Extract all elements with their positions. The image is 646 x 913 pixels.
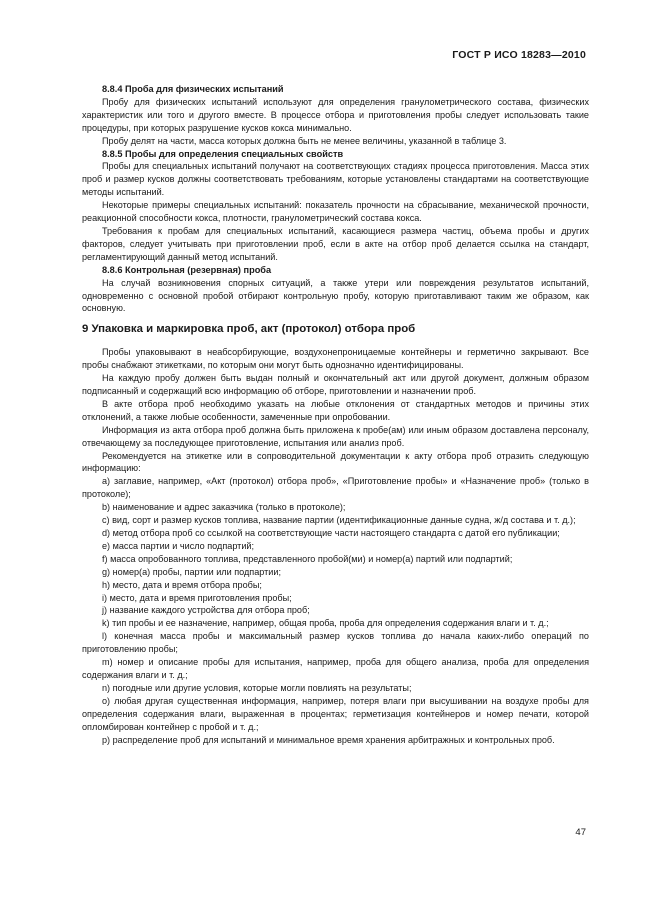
paragraph: о) любая другая существенная информация, например, потеря влаги при высушивании на воздухе пробы для определения содержания влаги, выраженная в процентах; герметизация контейнеров и номер печати, которой опломбирован контейнер с пробой и т. д.; [82, 695, 589, 732]
paragraph: е) масса партии и число подпартий; [102, 540, 255, 551]
subsection-heading: 8.8.4 Проба для физических испытаний [102, 84, 284, 94]
paragraph: р) распределение проб для испытаний и минимальное время хранения арбитражных и контрольных проб. [102, 734, 555, 745]
paragraph: Рекомендуется на этикетке или в сопроводительной документации к акту отбора проб отразить следующую информацию: [82, 450, 589, 474]
paragraph: На каждую пробу должен быть выдан полный и окончательный акт или другой документ, должным образом подписанный и содержащий всю информацию об отборе, приготовлении и назначении проб. [82, 373, 589, 397]
subsection-heading: 8.8.5 Пробы для определения специальных свойств [102, 148, 344, 159]
paragraph: На случай возникновения спорных ситуаций, а также утери или повреждения результатов испытаний, одновременно с основной пробой отбирают контрольную пробу, которую приготавливают таким же образом, как основную. [82, 277, 589, 314]
body-text [82, 83, 589, 746]
paragraph: Пробы для специальных испытаний получают на соответствующих стадиях процесса приготовления. Масса этих проб и размер кусков должны соответствовать требованиям, которые установлены стандартами на соответствующие методы испытаний. [82, 161, 589, 198]
paragraph: m) номер и описание пробы для испытания, например, проба для общего анализа, проба для определения содержания влаги и т. д.; [82, 657, 589, 680]
page-number: 47 [575, 827, 586, 838]
paragraph: h) место, дата и время отбора пробы; [102, 579, 262, 590]
paragraph: b) наименование и адрес заказчика (только в протоколе); [102, 502, 346, 513]
document-code-header: ГОСТ Р ИСО 18283—2010 [452, 49, 586, 61]
paragraph: В акте отбора проб необходимо указать на любые отклонения от стандартных методов и причины этих отклонений, а также любые особенности, замеченные при опробовании. [82, 398, 589, 422]
paragraph: f) масса опробованного топлива, представленного пробой(ми) и номер(а) партий или подпартий; [102, 553, 513, 564]
paragraph: Информация из акта отбора проб должна быть приложена к пробе(ам) или иным образом доставлена персоналу, отвечающему за последующее приготовление, испытания или анализ проб. [82, 424, 589, 448]
paragraph: g) номер(а) пробы, партии или подпартии; [102, 566, 281, 577]
paragraph: j) название каждого устройства для отбора проб; [102, 605, 310, 616]
paragraph: l) конечная масса пробы и максимальный размер кусков топлива до начала каких-либо операций по приготовлению пробы; [82, 631, 589, 655]
subsection-heading: 8.8.6 Контрольная (резервная) проба [102, 264, 272, 275]
paragraph: Требования к пробам для специальных испытаний, касающиеся размера частиц, объема пробы и других факторов, следует учитывать при приготовлении проб, если в акте на отбор проб делается ссылка на стандарт, регламентирующий данный метод испытаний. [82, 225, 589, 262]
paragraph: Пробу для физических испытаний используют для определения гранулометрического состава, физических характеристик или того и другого вместе. В процессе отбора и приготовления пробы следует использовать такие процедуры, при которых разрушение кусков кокса минимально. [82, 96, 589, 133]
paragraph: Пробы упаковывают в неабсорбирующие, воздухонепроницаемые контейнеры и герметично закрывают. Все пробы снабжают этикетками, по которым они могут быть однозначно идентифицированы. [82, 347, 589, 371]
section-heading: 9 Упаковка и маркировка проб, акт (протокол) отбора проб [82, 323, 416, 336]
paragraph: d) метод отбора проб со ссылкой на соответствующие части настоящего стандарта с датой его публикации; [102, 528, 560, 538]
paragraph: с) вид, сорт и размер кусков топлива, название партии (идентификационные данные судна, ж/д состава и т. д.); [102, 515, 576, 526]
paragraph: Пробу делят на части, масса которых должна быть не менее величины, указанной в таблице 3. [102, 135, 507, 146]
paragraph: k) тип пробы и ее назначение, например, общая проба, проба для определения содержания влаги и т. д.; [102, 618, 549, 629]
paragraph: Некоторые примеры специальных испытаний: показатель прочности на сбрасывание, механической прочности, реакционной способности кокса, плотности, гранулометрический состава кокса. [82, 200, 589, 224]
paragraph: n) погодные или другие условия, которые могли повлиять на результаты; [102, 682, 412, 693]
paragraph: i) место, дата и время приготовления пробы; [102, 592, 292, 603]
paragraph: а) заглавие, например, «Акт (протокол) отбора проб», «Приготовление пробы» и «Назначение проб» (только в протоколе); [82, 476, 589, 500]
